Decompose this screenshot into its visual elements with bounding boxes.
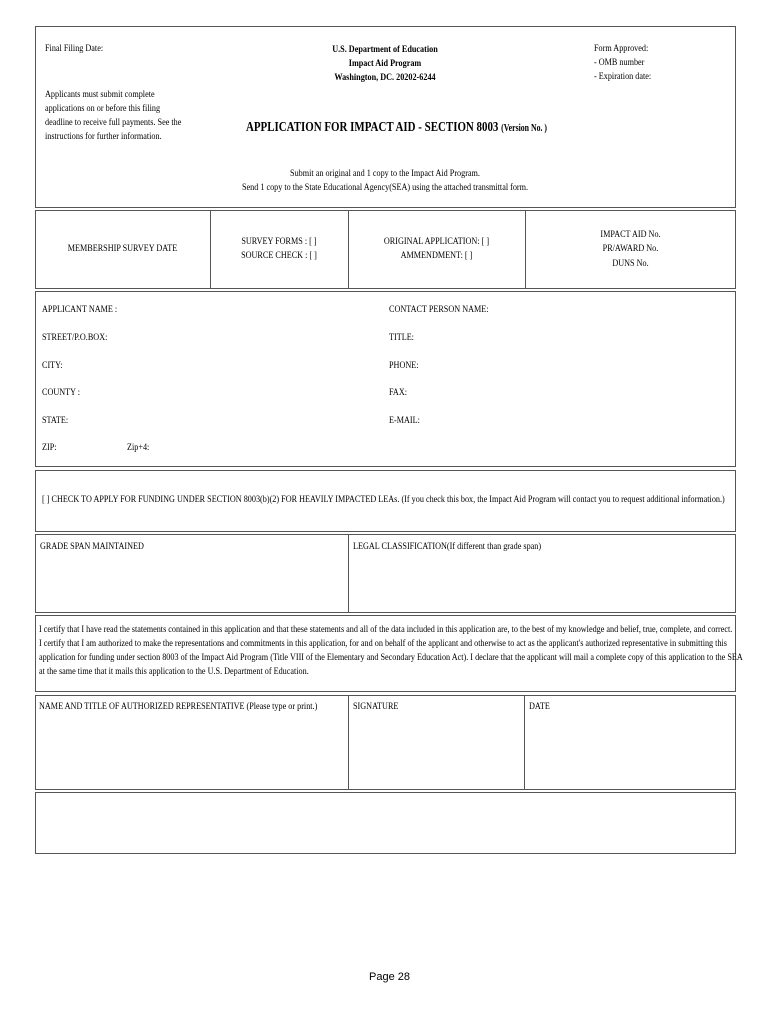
phone-field[interactable]: PHONE:	[389, 361, 419, 371]
divider	[348, 534, 349, 613]
divider	[348, 695, 349, 790]
fax-field[interactable]: FAX:	[389, 388, 408, 398]
pr-award-no-label: PR/AWARD No.	[602, 244, 659, 254]
contact-person-field[interactable]: CONTACT PERSON NAME:	[389, 305, 489, 315]
divider	[348, 210, 349, 289]
certification-text	[39, 623, 743, 679]
submit-instruction-1: Submit an original and 1 copy to the Impact Aid Program.	[290, 169, 480, 179]
date-field[interactable]: DATE	[529, 702, 550, 712]
omb-number-label: - OMB number	[594, 58, 645, 68]
amendment-checkbox[interactable]: AMMENDMENT: [ ]	[400, 251, 473, 261]
divider	[525, 210, 526, 289]
legal-classification-field[interactable]: LEGAL CLASSIFICATION(If different than grade span)	[353, 542, 542, 552]
survey-forms-checkbox[interactable]: SURVEY FORMS : [ ]	[241, 237, 317, 247]
authorized-representative-field[interactable]: NAME AND TITLE OF AUTHORIZED REPRESENTATIVE (Please type or print.)	[39, 702, 318, 712]
zip-field[interactable]: ZIP:	[42, 443, 57, 453]
deadline-note-line: applications on or before this filing	[45, 104, 161, 114]
duns-no-label: DUNS No.	[612, 259, 649, 269]
agency-line-3: Washington, DC. 20202-6244	[334, 73, 436, 83]
blank-section	[35, 792, 736, 854]
signature-field[interactable]: SIGNATURE	[353, 702, 399, 712]
impact-aid-no-label: IMPACT AID No.	[600, 230, 661, 240]
grade-span-field[interactable]: GRADE SPAN MAINTAINED	[40, 542, 144, 552]
deadline-note-line: Applicants must submit complete	[45, 90, 155, 100]
deadline-note-line: deadline to receive full payments. See the	[45, 118, 182, 128]
title-field[interactable]: TITLE:	[389, 333, 414, 343]
applicant-section	[35, 291, 736, 467]
source-check-checkbox[interactable]: SOURCE CHECK : [ ]	[241, 251, 317, 261]
agency-line-2: Impact Aid Program	[348, 59, 422, 69]
submit-instruction-2: Send 1 copy to the State Educational Agency(SEA) using the attached transmittal form.	[241, 183, 529, 193]
certification-line: I certify that I am authorized to make the representations and commitments in this application, for and on behalf of the applicant and otherwise to act as the applicant's authorized representative in submitting this	[39, 639, 727, 649]
applicant-name-field[interactable]: APPLICANT NAME :	[42, 305, 118, 315]
final-filing-date-label: Final Filing Date:	[45, 44, 104, 54]
page-number: Page 28	[369, 971, 410, 983]
original-application-checkbox[interactable]: ORIGINAL APPLICATION: [ ]	[383, 237, 490, 247]
agency-line-1: U.S. Department of Education	[332, 45, 438, 55]
certification-line: I certify that I have read the statements contained in this application and that these statements and all of the data included in this application are, to the best of my knowledge and belief, true, complete, and correct.	[39, 625, 733, 635]
certification-line: at the same time that it mails this application to the U.S. Department of Education.	[39, 667, 309, 677]
street-field[interactable]: STREET/P.O.BOX:	[42, 333, 108, 343]
version-label: (Version No. )	[501, 123, 547, 134]
email-field[interactable]: E-MAIL:	[389, 416, 420, 426]
certification-line: application for funding under section 8003 of the Impact Aid Program (Title VIII of the Elementary and Secondary Education Act). I declare that the applicant will mail a complete copy of this application to the SEA	[39, 653, 743, 663]
state-field[interactable]: STATE:	[42, 416, 69, 426]
form-approved-label: Form Approved:	[594, 44, 649, 54]
deadline-note-line: instructions for further information.	[45, 132, 162, 142]
divider	[210, 210, 211, 289]
county-field[interactable]: COUNTY :	[42, 388, 81, 398]
city-field[interactable]: CITY:	[42, 361, 63, 371]
expiration-date-label: - Expiration date:	[594, 72, 652, 82]
heavily-impacted-checkbox[interactable]: [ ] CHECK TO APPLY FOR FUNDING UNDER SECTION 8003(b)(2) FOR HEAVILY IMPACTED LEAs. (If you check this box, the Impact Aid Program will contact you to request additional information.)	[42, 495, 725, 505]
divider	[524, 695, 525, 790]
page-title	[246, 120, 547, 136]
title-text: APPLICATION FOR IMPACT AID - SECTION 8003	[246, 120, 499, 135]
zip4-field[interactable]: Zip+4:	[127, 443, 150, 453]
membership-survey-date-label: MEMBERSHIP SURVEY DATE	[67, 244, 178, 254]
